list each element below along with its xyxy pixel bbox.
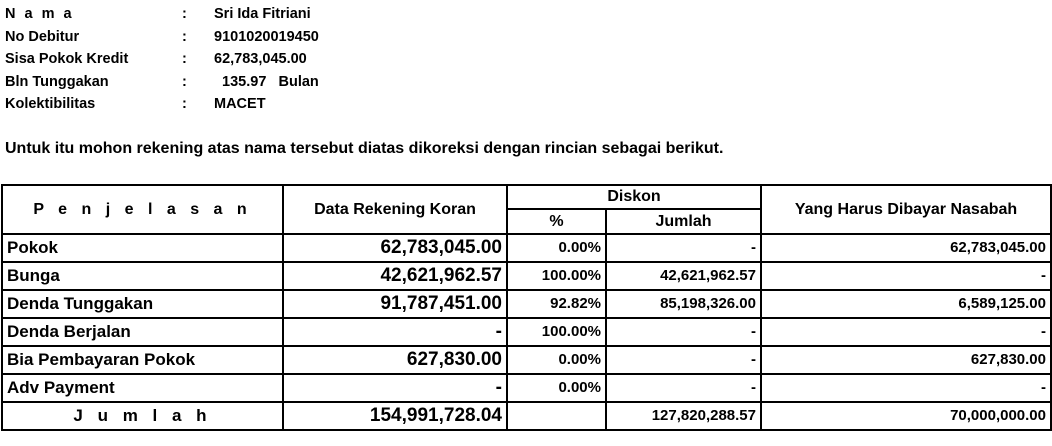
header-penjelasan: P e n j e l a s a n — [2, 185, 283, 234]
row-label: Pokok — [2, 234, 283, 262]
header-jumlah: Jumlah — [606, 209, 761, 234]
info-value-bln-tunggakan: 135.97 Bulan — [214, 73, 319, 90]
cell-jumlah: - — [606, 346, 761, 374]
row-label: Denda Tunggakan — [2, 290, 283, 318]
cell-persen: 100.00% — [507, 262, 606, 290]
table-row — [2, 234, 1051, 262]
rincian-table — [1, 184, 1052, 431]
info-value-kolektibilitas: MACET — [214, 96, 266, 112]
intro-text: Untuk itu mohon rekening atas nama tersebut diatas dikoreksi dengan rincian sebagai berikut. — [5, 140, 724, 157]
cell-jumlah: - — [606, 374, 761, 402]
info-label: No Debitur — [5, 28, 80, 45]
table-row — [2, 346, 1051, 374]
info-value-no-debitur: 9101020019450 — [214, 28, 319, 45]
info-label: Sisa Pokok Kredit — [5, 51, 129, 67]
total-persen — [507, 402, 606, 430]
info-value-nama: Sri Ida Fitriani — [214, 6, 311, 22]
cell-data-rekening: 627,830.00 — [283, 346, 507, 374]
cell-yang-harus: - — [761, 318, 1051, 346]
info-colon: : — [182, 96, 187, 112]
cell-data-rekening: - — [283, 318, 507, 346]
info-colon: : — [182, 73, 187, 90]
total-yang-harus: 70,000,000.00 — [761, 402, 1051, 430]
info-colon: : — [182, 28, 187, 45]
table-row — [2, 374, 1051, 402]
total-row — [2, 402, 1051, 430]
cell-persen: 100.00% — [507, 318, 606, 346]
row-label: Bia Pembayaran Pokok — [2, 346, 283, 374]
row-label: Adv Payment — [2, 374, 283, 402]
info-label: Kolektibilitas — [5, 96, 96, 112]
header-yang-harus: Yang Harus Dibayar Nasabah — [761, 185, 1051, 234]
header-data-rekening: Data Rekening Koran — [283, 185, 507, 234]
cell-jumlah: - — [606, 318, 761, 346]
cell-jumlah: 42,621,962.57 — [606, 262, 761, 290]
total-data-rekening: 154,991,728.04 — [283, 402, 507, 430]
cell-data-rekening: 62,783,045.00 — [283, 234, 507, 262]
cell-yang-harus: - — [761, 374, 1051, 402]
header-row — [2, 185, 1051, 209]
info-colon: : — [182, 51, 187, 67]
table-row — [2, 290, 1051, 318]
cell-persen: 0.00% — [507, 346, 606, 374]
cell-persen: 0.00% — [507, 374, 606, 402]
cell-data-rekening: 42,621,962.57 — [283, 262, 507, 290]
cell-yang-harus: 62,783,045.00 — [761, 234, 1051, 262]
header-diskon: Diskon — [507, 185, 761, 209]
cell-data-rekening: 91,787,451.00 — [283, 290, 507, 318]
cell-yang-harus: 627,830.00 — [761, 346, 1051, 374]
info-label: N a m a — [5, 6, 75, 22]
info-label: Bln Tunggakan — [5, 73, 109, 90]
total-jumlah: 127,820,288.57 — [606, 402, 761, 430]
cell-persen: 92.82% — [507, 290, 606, 318]
cell-yang-harus: 6,589,125.00 — [761, 290, 1051, 318]
header-persen: % — [507, 209, 606, 234]
info-value-sisa-pokok: 62,783,045.00 — [214, 51, 307, 67]
cell-jumlah: 85,198,326.00 — [606, 290, 761, 318]
cell-persen: 0.00% — [507, 234, 606, 262]
total-label: J u m l a h — [2, 402, 283, 430]
cell-data-rekening: - — [283, 374, 507, 402]
cell-yang-harus: - — [761, 262, 1051, 290]
table-row — [2, 262, 1051, 290]
info-colon: : — [182, 6, 187, 22]
row-label: Denda Berjalan — [2, 318, 283, 346]
cell-jumlah: - — [606, 234, 761, 262]
table-row — [2, 318, 1051, 346]
row-label: Bunga — [2, 262, 283, 290]
